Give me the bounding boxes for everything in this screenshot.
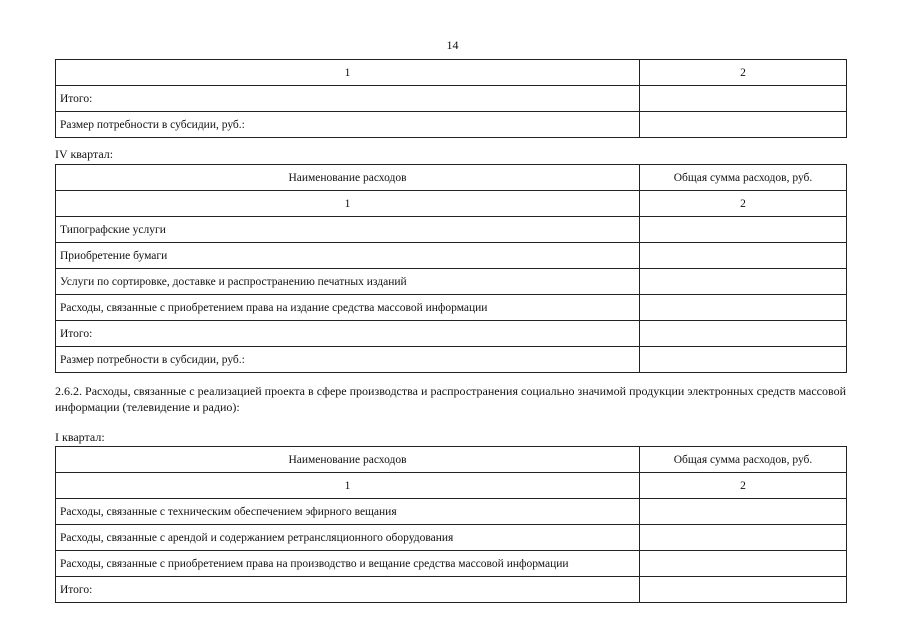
row-value bbox=[640, 525, 847, 551]
quarter-4-expenses-table bbox=[55, 164, 847, 373]
continuation-table bbox=[55, 59, 847, 138]
quarter-1-label: I квартал: bbox=[55, 430, 105, 444]
column-number-2: 2 bbox=[640, 60, 847, 86]
row-value-subsidy-need bbox=[640, 112, 847, 138]
table-header-row bbox=[56, 447, 847, 473]
page-number: 14 bbox=[446, 38, 459, 52]
column-number-1: 1 bbox=[56, 191, 640, 217]
row-label-subsidy-need: Размер потребности в субсидии, руб.: bbox=[56, 347, 640, 373]
table-column-numbers-row bbox=[56, 191, 847, 217]
table-row bbox=[56, 295, 847, 321]
row-label-subsidy-need: Размер потребности в субсидии, руб.: bbox=[56, 112, 640, 138]
table-row bbox=[56, 269, 847, 295]
table-row bbox=[56, 499, 847, 525]
row-label-total: Итого: bbox=[56, 577, 640, 603]
table-column-numbers-row bbox=[56, 473, 847, 499]
header-expense-name: Наименование расходов bbox=[56, 165, 640, 191]
table-row bbox=[56, 525, 847, 551]
row-value-total bbox=[640, 321, 847, 347]
row-value bbox=[640, 295, 847, 321]
row-value-subsidy-need bbox=[640, 347, 847, 373]
row-value bbox=[640, 499, 847, 525]
column-number-2: 2 bbox=[640, 191, 847, 217]
table-row bbox=[56, 86, 847, 112]
row-label-total: Итого: bbox=[56, 86, 640, 112]
table-row bbox=[56, 217, 847, 243]
table-row bbox=[56, 551, 847, 577]
row-value-total bbox=[640, 86, 847, 112]
row-value bbox=[640, 217, 847, 243]
row-label: Типографские услуги bbox=[56, 217, 640, 243]
column-number-1: 1 bbox=[56, 60, 640, 86]
row-label-total: Итого: bbox=[56, 321, 640, 347]
row-label: Расходы, связанные с приобретением права на издание средства массовой информации bbox=[56, 295, 640, 321]
row-value bbox=[640, 243, 847, 269]
column-number-2: 2 bbox=[640, 473, 847, 499]
table-header-row bbox=[56, 165, 847, 191]
column-number-1: 1 bbox=[56, 473, 640, 499]
header-total-sum: Общая сумма расходов, руб. bbox=[640, 447, 847, 473]
table-row bbox=[56, 347, 847, 373]
row-value bbox=[640, 269, 847, 295]
quarter-1-expenses-table bbox=[55, 446, 847, 603]
table-column-numbers-row bbox=[56, 60, 847, 86]
row-label: Расходы, связанные с техническим обеспечением эфирного вещания bbox=[56, 499, 640, 525]
quarter-4-label: IV квартал: bbox=[55, 147, 114, 161]
row-label: Расходы, связанные с приобретением права на производство и вещание средства массовой информации bbox=[56, 551, 640, 577]
row-label: Услуги по сортировке, доставке и распространению печатных изданий bbox=[56, 269, 640, 295]
table-row bbox=[56, 577, 847, 603]
row-label: Приобретение бумаги bbox=[56, 243, 640, 269]
header-expense-name: Наименование расходов bbox=[56, 447, 640, 473]
section-2-6-2-paragraph: 2.6.2. Расходы, связанные с реализацией проекта в сфере производства и распространения социально значимой продукции электронных средств массовой информации (телевидение и радио): bbox=[55, 384, 846, 414]
row-label: Расходы, связанные с арендой и содержанием ретрансляционного оборудования bbox=[56, 525, 640, 551]
row-value-total bbox=[640, 577, 847, 603]
header-total-sum: Общая сумма расходов, руб. bbox=[640, 165, 847, 191]
row-value bbox=[640, 551, 847, 577]
table-row bbox=[56, 112, 847, 138]
table-row bbox=[56, 243, 847, 269]
table-row bbox=[56, 321, 847, 347]
